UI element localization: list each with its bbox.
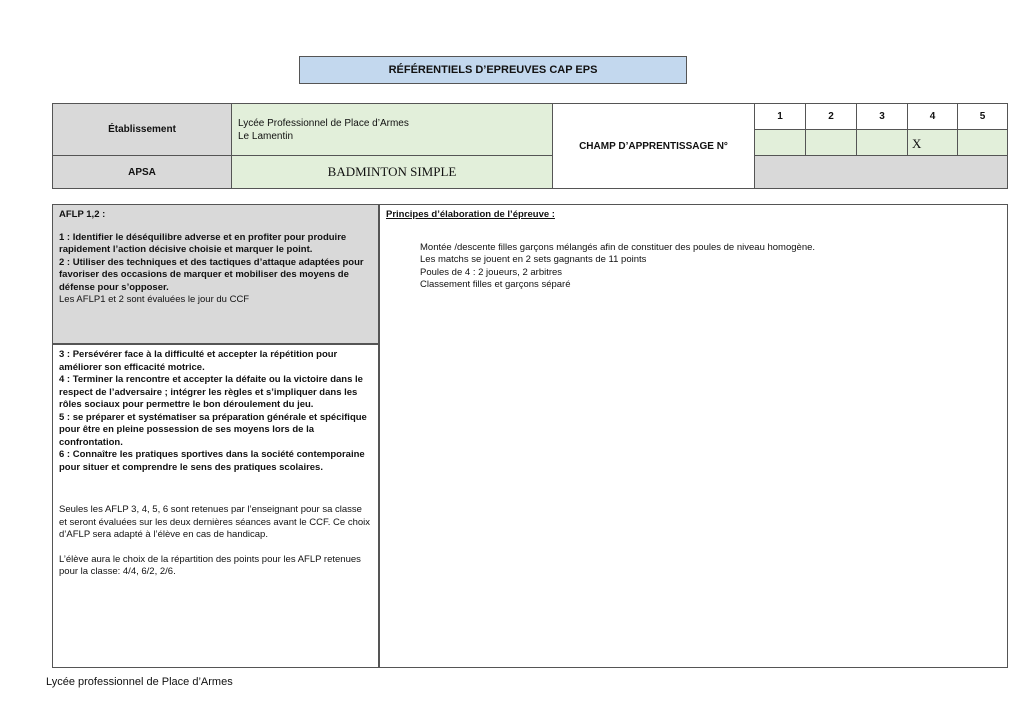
champ-mark-2	[805, 129, 857, 156]
champ-filler	[754, 155, 1008, 189]
aflp-1-2-section	[52, 204, 379, 344]
principles-list	[420, 242, 1001, 292]
champ-number-2: 2	[805, 103, 857, 130]
champ-number-1: 1	[754, 103, 806, 130]
etablissement-name: Lycée Professionnel de Place d’Armes	[238, 118, 409, 129]
principle-line: Classement filles et garçons séparé	[420, 279, 571, 290]
principle-line: Poules de 4 : 2 joueurs, 2 arbitres	[420, 266, 563, 278]
principles-heading: Principes d’élaboration de l’épreuve :	[386, 209, 555, 220]
apsa-label: APSA	[52, 155, 232, 189]
aflp-1-2-note: Les AFLP1 et 2 sont évaluées le jour du CCF	[59, 294, 250, 305]
aflp-item-4: 4 : Terminer la rencontre et accepter la défaite ou la victoire dans le respect de l’adversaire ; intégrer les règles et s’impliquer dans les rôles sociaux pour permettre le bon déroulement du jeu.	[59, 374, 363, 410]
principles-section	[379, 204, 1008, 668]
champ-mark-5	[957, 129, 1008, 156]
etablissement-label: Établissement	[52, 103, 232, 156]
champ-mark-4: X	[907, 129, 958, 156]
aflp-item-1: 1 : Identifier le déséquilibre adverse et en profiter pour produire rapidement l’action décisive choisie et marquer le point.	[59, 231, 347, 255]
footer-text: Lycée professionnel de Place d’Armes	[46, 676, 233, 688]
champ-label: CHAMP D’APPRENTISSAGE N°	[552, 103, 755, 189]
champ-number-4: 4	[907, 103, 958, 130]
aflp-selection-note: Seules les AFLP 3, 4, 5, 6 sont retenues par l’enseignant pour sa classe et seront évaluées sur les deux dernières séances avant le CCF. Ce choix d’AFLP sera adapté à l’élève en cas de handicap.	[59, 504, 371, 540]
aflp-points-note: L’élève aura le choix de la répartition des points pour les AFLP retenues pour la classe: 4/4, 6/2, 2/6.	[59, 553, 361, 577]
champ-mark-3	[856, 129, 908, 156]
aflp-item-6: 6 : Connaître les pratiques sportives dans la société contemporaine pour situer et comprendre le sens des pratiques scolaires.	[59, 449, 365, 473]
aflp-3-6-section	[52, 344, 379, 668]
aflp-1-2-heading: AFLP 1,2 :	[59, 209, 106, 220]
principle-line: Les matchs se jouent en 2 sets gagnants de 11 points	[420, 254, 647, 265]
aflp-item-2: 2 : Utiliser des techniques et des tactiques d’attaque adaptées pour favoriser des occasions de marquer et mobiliser des moyens de défense pour s’opposer.	[59, 256, 364, 293]
champ-mark-1	[754, 129, 806, 156]
champ-number-5: 5	[957, 103, 1008, 130]
etablissement-value	[231, 103, 553, 156]
champ-number-3: 3	[856, 103, 908, 130]
aflp-item-3: 3 : Persévérer face à la difficulté et accepter la répétition pour améliorer son efficacité motrice.	[59, 349, 338, 373]
apsa-value: BADMINTON SIMPLE	[231, 155, 553, 189]
document-title: RÉFÉRENTIELS D’EPREUVES CAP EPS	[299, 56, 687, 84]
aflp-item-5: 5 : se préparer et systématiser sa préparation générale et spécifique pour être en pleine possession de ses moyens lors de la confrontation.	[59, 411, 367, 448]
etablissement-city: Le Lamentin	[238, 131, 294, 142]
principle-line: Montée /descente filles garçons mélangés afin de constituer des poules de niveau homogène.	[420, 241, 816, 253]
